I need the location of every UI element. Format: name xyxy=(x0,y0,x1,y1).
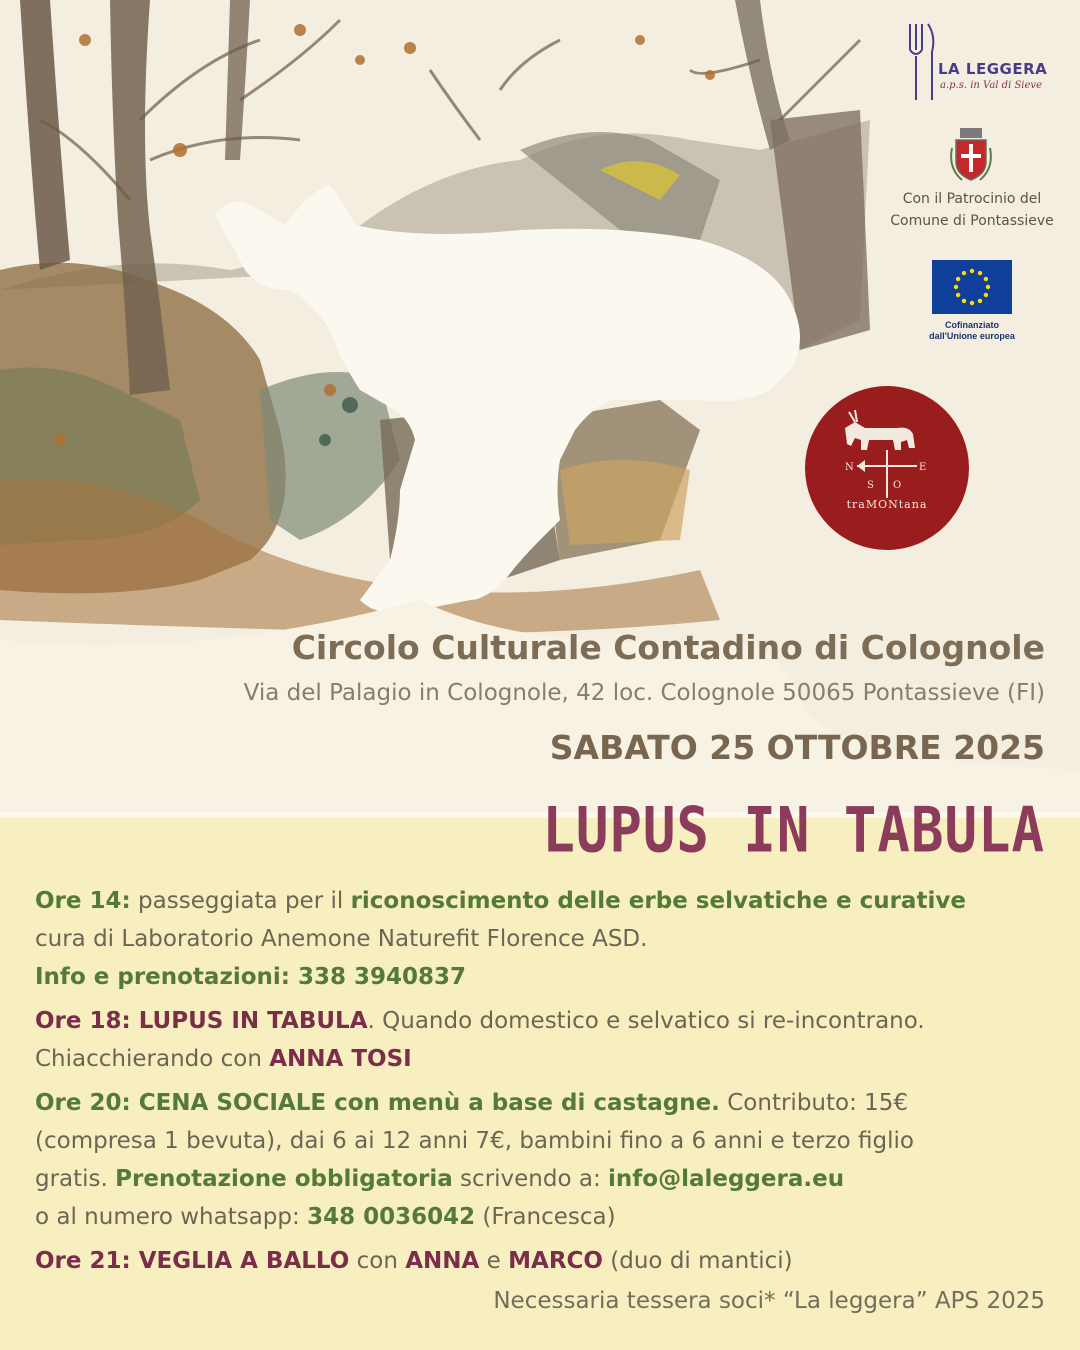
eu-star xyxy=(956,293,960,297)
eu-star xyxy=(986,285,990,289)
program-20-head: Ore 20: CENA SOCIALE con menù a base di castagne. xyxy=(35,1090,720,1116)
program-20-line-4 xyxy=(35,1198,1055,1236)
eu-stars-icon xyxy=(932,260,1012,314)
eu-flag-icon xyxy=(932,260,1012,314)
venue-address: Via del Palagio in Colognole, 42 loc. Colognole 50065 Pontassieve (FI) xyxy=(243,680,1045,706)
program-18-line-1 xyxy=(35,1002,1055,1040)
patrocinio-line-1: Con il Patrocinio del xyxy=(902,191,1042,207)
program-21-marco: MARCO xyxy=(508,1248,603,1274)
event-date: SABATO 25 OTTOBRE 2025 xyxy=(549,728,1045,767)
la-leggera-logo xyxy=(900,22,1050,102)
eu-star xyxy=(978,271,982,275)
program-item-21 xyxy=(35,1242,1055,1280)
event-program xyxy=(35,882,1055,1286)
event-title: LUPUS IN TABULA xyxy=(542,794,1045,867)
program-item-14 xyxy=(35,882,1055,996)
program-18-guest: ANNA TOSI xyxy=(269,1046,412,1072)
program-18-head: Ore 18: LUPUS IN TABULA xyxy=(35,1008,368,1034)
eu-star xyxy=(954,285,958,289)
eu-caption-line-1: Cofinanziato xyxy=(945,320,999,330)
svg-text:E: E xyxy=(919,462,927,473)
program-18-line-2 xyxy=(35,1040,1055,1078)
patrocinio-text xyxy=(872,188,1072,232)
program-14-time: Ore 14: xyxy=(35,888,131,914)
eu-star xyxy=(984,277,988,281)
program-21-tail: (duo di mantici) xyxy=(602,1248,793,1274)
program-21-line-1 xyxy=(35,1242,1055,1280)
program-14-text: passeggiata per il xyxy=(130,888,351,914)
program-20-line-2: (compresa 1 bevuta), dai 6 ai 12 anni 7€, bambini fino a 6 anni e terzo figlio xyxy=(35,1128,914,1154)
eu-star xyxy=(962,271,966,275)
la-leggera-subtitle: a.p.s. in Val di Sieve xyxy=(940,80,1042,91)
la-leggera-name: LA LEGGERA xyxy=(938,60,1048,78)
program-18-chat: Chiacchierando con xyxy=(35,1046,270,1072)
program-20-line-1 xyxy=(35,1084,1055,1122)
eu-star xyxy=(970,269,974,273)
pontassieve-crest-icon xyxy=(948,128,994,184)
program-21-e: e xyxy=(479,1248,509,1274)
program-20-writing: scrivendo a: xyxy=(452,1166,609,1192)
program-20-booking: Prenotazione obbligatoria xyxy=(115,1166,453,1192)
program-item-18 xyxy=(35,1002,1055,1078)
program-14-line-2: cura di Laboratorio Anemone Naturefit Florence ASD. xyxy=(35,926,648,952)
svg-text:N: N xyxy=(845,462,854,473)
program-20-phone: 348 0036042 xyxy=(307,1204,476,1230)
program-20-email-link[interactable]: info@laleggera.eu xyxy=(608,1166,845,1192)
eu-star xyxy=(978,299,982,303)
program-21-anna: ANNA xyxy=(405,1248,480,1274)
program-14-info: Info e prenotazioni: 338 3940837 xyxy=(35,964,467,990)
eu-caption-line-2: dall'Unione europea xyxy=(929,331,1015,341)
membership-note: Necessaria tessera soci* “La leggera” APS 2025 xyxy=(493,1288,1045,1314)
program-20-contact-name: (Francesca) xyxy=(475,1204,616,1230)
patrocinio-line-2: Comune di Pontassieve xyxy=(890,213,1054,229)
eu-cofinanced-caption xyxy=(902,320,1042,342)
program-20-text: Contributo: 15€ xyxy=(719,1090,909,1116)
program-item-20 xyxy=(35,1084,1055,1236)
tramontana-logo xyxy=(805,386,969,550)
program-18-text: . Quando domestico e selvatico si re-incontrano. xyxy=(367,1008,925,1034)
eu-star xyxy=(970,301,974,305)
tramontana-name: traMONtana xyxy=(846,498,928,511)
program-21-head: Ore 21: VEGLIA A BALLO xyxy=(35,1248,350,1274)
program-20-whatsapp-label: o al numero whatsapp: xyxy=(35,1204,308,1230)
eu-star xyxy=(984,293,988,297)
program-20-gratis: gratis. xyxy=(35,1166,116,1192)
program-14-topic: riconoscimento delle erbe selvatiche e curative xyxy=(350,888,966,914)
svg-text:S: S xyxy=(867,480,874,491)
svg-text:O: O xyxy=(893,480,902,491)
fork-icon xyxy=(902,22,942,102)
venue-name: Circolo Culturale Contadino di Colognole xyxy=(291,628,1045,667)
goat-weathervane-icon xyxy=(805,386,969,550)
program-20-line-3 xyxy=(35,1160,1055,1198)
eu-star xyxy=(962,299,966,303)
program-14-line-1 xyxy=(35,882,1055,920)
program-21-con: con xyxy=(349,1248,406,1274)
eu-star xyxy=(956,277,960,281)
